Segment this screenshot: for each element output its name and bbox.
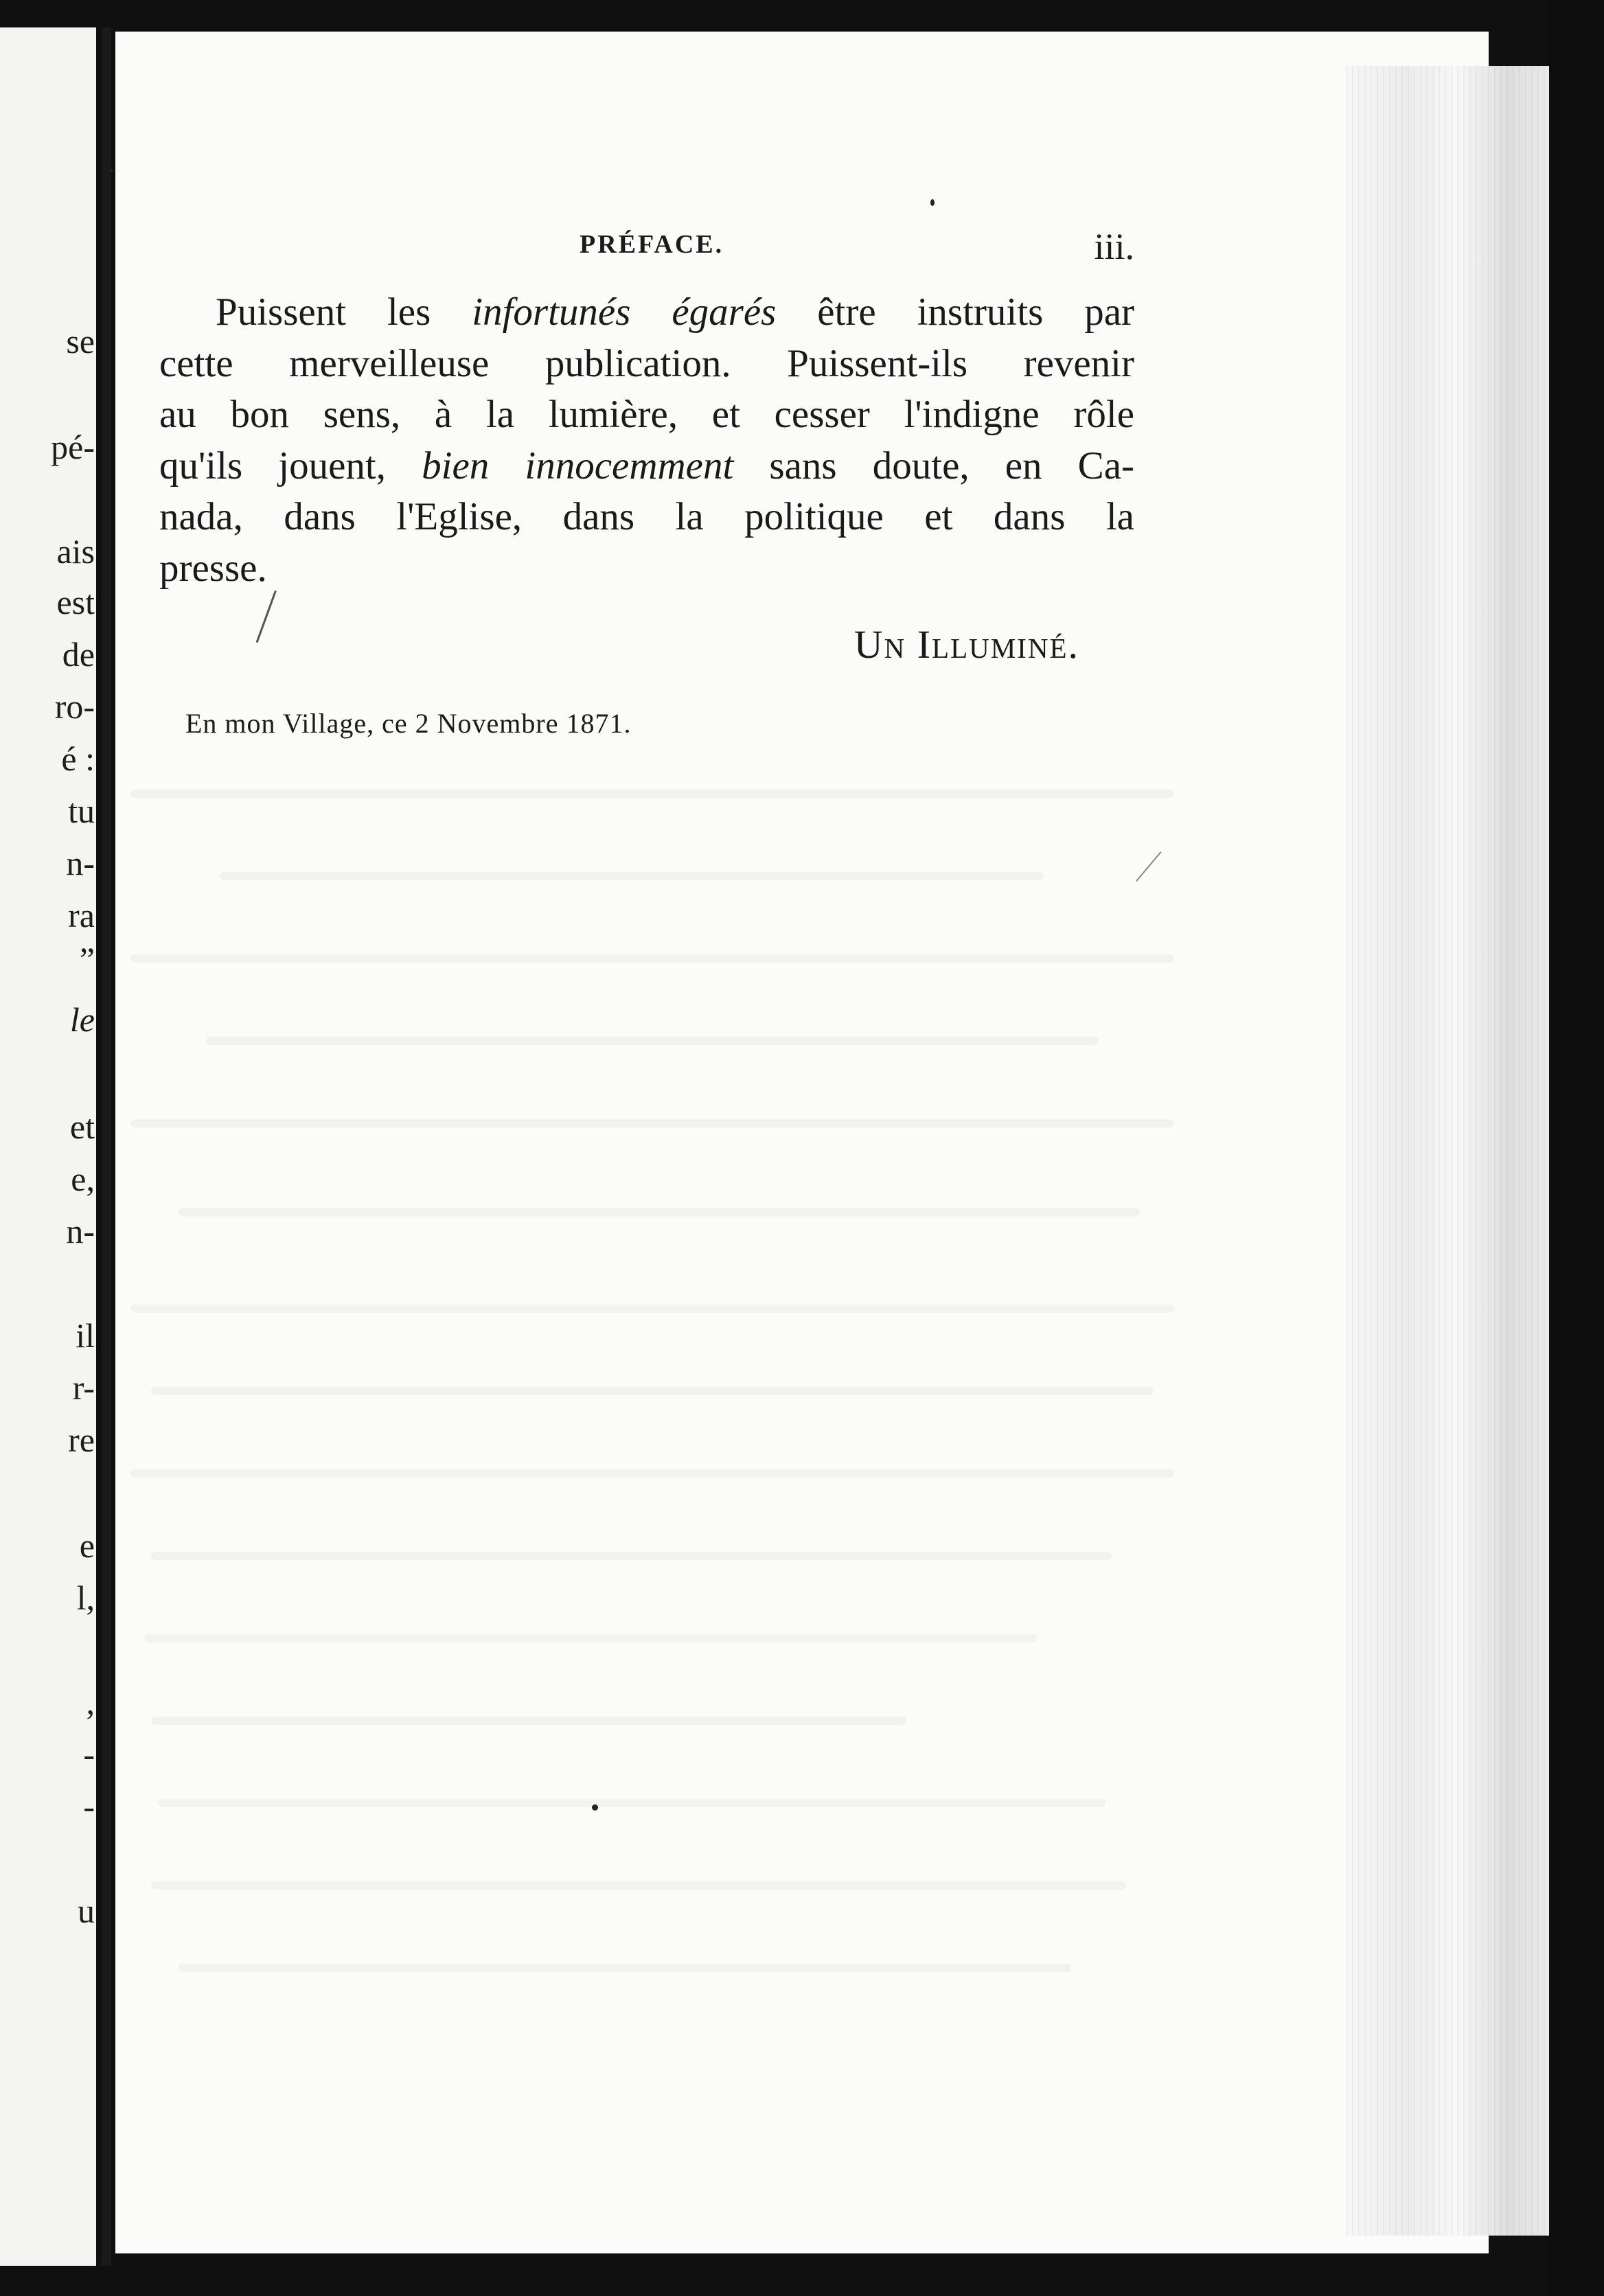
left-page-fragment: n-: [66, 844, 95, 882]
left-page-fragment: é :: [61, 739, 95, 778]
page-header: [159, 225, 1134, 266]
signature: Un Illuminé.: [853, 622, 1079, 667]
left-page-fragment: e: [79, 1526, 95, 1565]
dust-speck: [110, 169, 113, 172]
scan-border: [1549, 0, 1604, 2296]
left-facing-page: [0, 27, 96, 2266]
italic-phrase: infortunés égarés: [472, 290, 777, 334]
text-line: au bon sens, à la lumière, et cesser l'indigne rôle: [159, 393, 1134, 436]
text-line: cette merveilleuse publication. Puissent-ils revenir: [159, 341, 1134, 385]
preface-paragraph: [159, 287, 1134, 594]
left-page-fragment: -: [83, 1787, 95, 1826]
left-page-fragment: ,: [86, 1683, 95, 1721]
dateline: En mon Village, ce 2 Novembre 1871.: [185, 708, 632, 739]
left-page-fragment: -: [83, 1735, 95, 1773]
left-page-fragment: l,: [76, 1578, 95, 1617]
page-number: iii.: [1094, 226, 1134, 267]
left-page-fragment: re: [68, 1421, 95, 1459]
left-page-fragment: n-: [66, 1212, 95, 1250]
left-page-fragment: est: [56, 583, 95, 621]
left-page-fragment: ”: [79, 940, 95, 978]
italic-phrase: bien innocemment: [422, 444, 734, 487]
left-page-fragment: le: [69, 1000, 95, 1039]
dust-speck: [592, 1804, 598, 1811]
left-page-fragment: pé-: [51, 428, 95, 466]
text-line: qu'ils jouent, bien innocemment sans doute, en Ca-: [159, 444, 1134, 487]
left-page-fragment: de: [62, 635, 95, 674]
text-line: nada, dans l'Eglise, dans la politique et dans la: [159, 495, 1134, 538]
left-page-fragment: ais: [56, 532, 95, 571]
running-head: PRÉFACE.: [580, 230, 724, 259]
book-gutter: [102, 27, 111, 2266]
left-page-fragment: ro-: [54, 687, 95, 726]
left-page-fragment: ra: [68, 896, 95, 934]
left-page-fragment: se: [66, 322, 95, 360]
left-page-fragment: et: [69, 1107, 95, 1146]
dust-speck: [930, 199, 935, 206]
page-stack-edge: [1346, 66, 1549, 2236]
left-page-fragment: u: [78, 1892, 95, 1930]
text-line: Puissent les infortunés égarés être instruits par: [216, 290, 1135, 334]
left-page-fragment: il: [76, 1316, 95, 1355]
left-page-fragment: e,: [71, 1160, 95, 1198]
left-page-fragment: tu: [68, 792, 95, 830]
text-line: presse.: [159, 546, 267, 590]
left-page-fragment: r-: [72, 1368, 95, 1407]
